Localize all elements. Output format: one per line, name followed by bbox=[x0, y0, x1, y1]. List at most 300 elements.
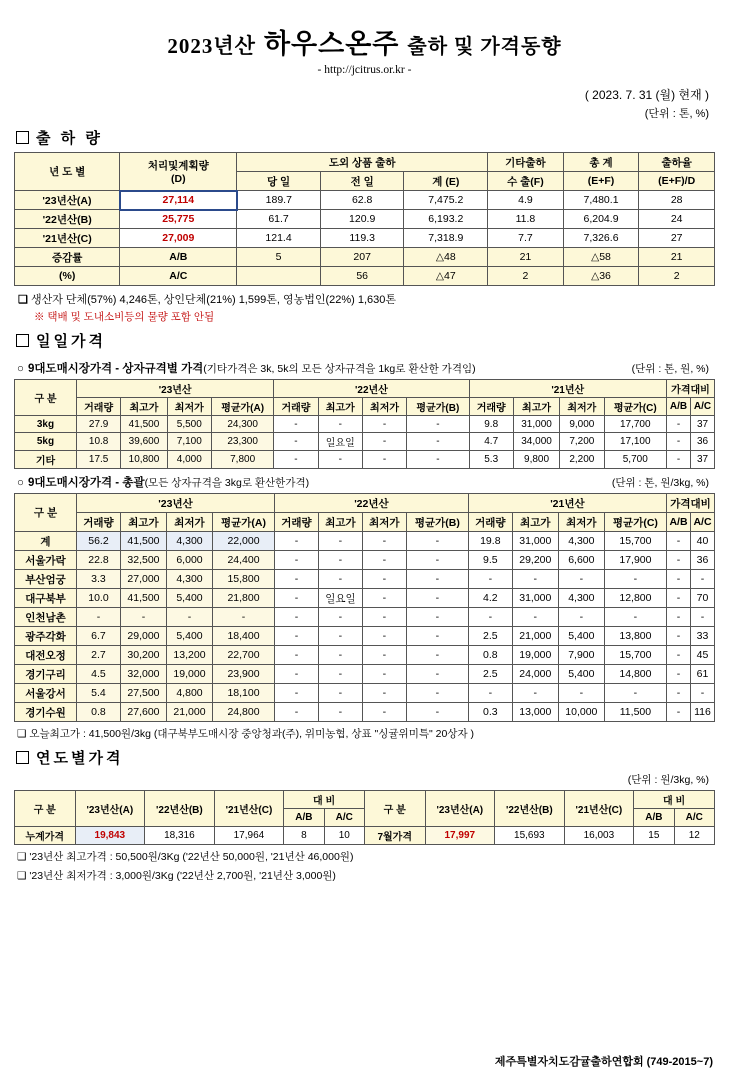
cell-plan: 25,775 bbox=[120, 210, 237, 229]
cell-low-23: 21,000 bbox=[166, 703, 212, 722]
cell-vol-22: - bbox=[275, 532, 319, 551]
cell-high-22: - bbox=[318, 665, 362, 684]
col-gubun-1: 구 분 bbox=[15, 791, 76, 827]
cell-high-22: - bbox=[318, 703, 362, 722]
cell-vol-22: - bbox=[275, 551, 319, 570]
cell-high-21: 9,800 bbox=[513, 451, 559, 469]
col-group-y23: '23년산 bbox=[77, 494, 275, 513]
row-label: 대구북부 bbox=[15, 589, 77, 608]
row-label-july: 7월가격 bbox=[364, 827, 425, 845]
section-heading-shipment bbox=[16, 127, 715, 148]
unit-label-1: (단위 : 톤, %) bbox=[644, 108, 709, 120]
cell-low-21: 2,200 bbox=[560, 451, 604, 469]
row-label: '22년산(B) bbox=[15, 210, 120, 229]
cell-vol-22: - bbox=[275, 646, 319, 665]
cell-avg-23: 15,800 bbox=[213, 570, 275, 589]
cell-ac: - bbox=[691, 570, 715, 589]
cell-low-23: 4,800 bbox=[166, 684, 212, 703]
title-main: 하우스온주 bbox=[263, 29, 400, 59]
col-avg-22: 평균가(B) bbox=[407, 398, 469, 416]
cell-vol-22: - bbox=[274, 416, 318, 433]
cell-ac: 33 bbox=[691, 627, 715, 646]
cell-today: 121.4 bbox=[237, 229, 321, 248]
row-label: 경기수원 bbox=[15, 703, 77, 722]
subheading-paren: (모든 상자규격을 3kg로 환산한가격) bbox=[144, 477, 310, 489]
cell-total: 2 bbox=[639, 267, 715, 286]
cell-export: 7.7 bbox=[488, 229, 564, 248]
col-high-21: 최고가 bbox=[513, 398, 559, 416]
cell-vol-22: - bbox=[275, 665, 319, 684]
cell-avg-23: 21,800 bbox=[213, 589, 275, 608]
section2-title: 일일가격 bbox=[36, 333, 106, 350]
cell-avg-21: 5,700 bbox=[604, 451, 667, 469]
col-high-22: 최고가 bbox=[318, 398, 362, 416]
cell-high-21: 19,000 bbox=[512, 646, 558, 665]
row-label: '21년산(C) bbox=[15, 229, 120, 248]
cell-yesterday: △47 bbox=[404, 267, 488, 286]
cell-avg-21: - bbox=[604, 608, 666, 627]
cell-y22: 18,316 bbox=[145, 827, 215, 845]
cell-high-23: 10,800 bbox=[121, 451, 167, 469]
row-label-cumulative: 누계가격 bbox=[15, 827, 76, 845]
cell-avg-21: 14,800 bbox=[604, 665, 666, 684]
cell-y23: 19,843 bbox=[75, 827, 145, 845]
cell-low-22: - bbox=[362, 570, 406, 589]
cell-ac: 70 bbox=[691, 589, 715, 608]
col-vol-23: 거래량 bbox=[77, 513, 121, 532]
cell-high-21: 24,000 bbox=[512, 665, 558, 684]
cell-high-23: 29,000 bbox=[120, 627, 166, 646]
cell-low-22: - bbox=[362, 451, 406, 469]
footer-organization: 제주특별자치도감귤출하연합회 (749-2015~7) bbox=[494, 1056, 713, 1068]
cell-low-22: - bbox=[362, 627, 406, 646]
cell-high-21: 21,000 bbox=[512, 627, 558, 646]
table-row bbox=[15, 627, 715, 646]
cell-avg-23: 18,400 bbox=[213, 627, 275, 646]
cell-low-23: 4,300 bbox=[166, 532, 212, 551]
subheading-paren: (기타가격은 3k, 5k의 모든 상자규격을 1kg로 환산한 가격임) bbox=[203, 363, 476, 375]
cell-ac: 37 bbox=[691, 416, 715, 433]
shipment-note-2: ※ 택배 및 도내소비등의 물량 포함 안됨 bbox=[34, 311, 215, 323]
cell-high-23: 41,500 bbox=[120, 532, 166, 551]
col-gubun: 구 분 bbox=[15, 494, 77, 532]
cell-low-22: - bbox=[362, 589, 406, 608]
cell-avg-22: - bbox=[406, 646, 468, 665]
col-group-y21: '21년산 bbox=[468, 494, 666, 513]
cell-vol-23: 27.9 bbox=[77, 416, 121, 433]
table-row bbox=[15, 191, 715, 210]
col-high-23: 최고가 bbox=[121, 398, 167, 416]
col-low-23: 최저가 bbox=[166, 513, 212, 532]
cell-ab: - bbox=[667, 684, 691, 703]
cell-low-22: - bbox=[362, 433, 406, 451]
cell-high-21: 13,000 bbox=[512, 703, 558, 722]
cell-low-21: 7,200 bbox=[560, 433, 604, 451]
cell-sum: 7,318.9 bbox=[404, 229, 488, 248]
cell-ab2: 15 bbox=[634, 827, 674, 845]
cell-high-21: - bbox=[512, 684, 558, 703]
table-row bbox=[15, 570, 715, 589]
col-group-cmp: 가격대비 bbox=[667, 380, 715, 398]
cell-total: 7,326.6 bbox=[563, 229, 639, 248]
col-rate-2: (E+F)/D bbox=[639, 172, 715, 191]
cell-avg-22: - bbox=[407, 451, 469, 469]
cell-avg-23: 7,800 bbox=[211, 451, 273, 469]
cell-low-23: 4,300 bbox=[166, 570, 212, 589]
cell-w23: 17,997 bbox=[425, 827, 495, 845]
unit-label-2: (단위 : 톤, 원, %) bbox=[631, 363, 709, 375]
cell-low-21: 9,000 bbox=[560, 416, 604, 433]
cell-avg-21: 11,500 bbox=[604, 703, 666, 722]
cell-ac: 36 bbox=[691, 551, 715, 570]
col-total-2: (E+F) bbox=[563, 172, 639, 191]
cell-ac: 36 bbox=[691, 433, 715, 451]
col-high-21: 최고가 bbox=[512, 513, 558, 532]
table-row bbox=[15, 248, 715, 267]
cell-high-22: - bbox=[318, 551, 362, 570]
cell-low-21: 10,000 bbox=[558, 703, 604, 722]
cell-high-21: 31,000 bbox=[512, 589, 558, 608]
unit-label-3: (단위 : 톤, 원/3kg, %) bbox=[611, 477, 709, 489]
cell-vol-21: 9.8 bbox=[469, 416, 513, 433]
col-avg-23: 평균가(A) bbox=[213, 513, 275, 532]
cell-ab: - bbox=[667, 551, 691, 570]
cell-avg-21: 17,700 bbox=[604, 416, 667, 433]
cell-export: △58 bbox=[563, 248, 639, 267]
cell-avg-21: 15,700 bbox=[604, 532, 666, 551]
col-sum: 계 (E) bbox=[404, 172, 488, 191]
col-ab-1: A/B bbox=[284, 809, 324, 827]
cell-w21: 16,003 bbox=[564, 827, 634, 845]
circle-bullet-icon: ○ bbox=[17, 363, 24, 375]
cell-total: 6,204.9 bbox=[563, 210, 639, 229]
row-label: 부산엄궁 bbox=[15, 570, 77, 589]
cell-low-22: - bbox=[362, 665, 406, 684]
cell-high-23: - bbox=[120, 608, 166, 627]
col-group-y22: '22년산 bbox=[275, 494, 469, 513]
col-ab: A/B bbox=[667, 398, 691, 416]
square-bullet-icon bbox=[16, 334, 29, 347]
col-group-y22: '22년산 bbox=[274, 380, 469, 398]
subheading-text: 9대도매시장가격 - 상자규격별 가격 bbox=[27, 363, 204, 375]
cell-low-21: - bbox=[558, 608, 604, 627]
cell-ab: - bbox=[667, 608, 691, 627]
cell-high-22: - bbox=[318, 451, 362, 469]
cell-ab: - bbox=[667, 665, 691, 684]
row-label: 경기구리 bbox=[15, 665, 77, 684]
cell-vol-23: 22.8 bbox=[77, 551, 121, 570]
cell-avg-22: - bbox=[406, 703, 468, 722]
cell-vol-21: 5.3 bbox=[469, 451, 513, 469]
table-row bbox=[15, 433, 715, 451]
cell-ab: - bbox=[667, 416, 691, 433]
cell-high-21: - bbox=[512, 608, 558, 627]
cell-ac: 61 bbox=[691, 665, 715, 684]
cell-low-23: 5,400 bbox=[166, 589, 212, 608]
col-y22-2: '22년산(B) bbox=[495, 791, 565, 827]
row-label: '23년산(A) bbox=[15, 191, 120, 210]
table-row bbox=[15, 684, 715, 703]
cell-vol-23: 10.0 bbox=[77, 589, 121, 608]
cell-ac: - bbox=[691, 608, 715, 627]
col-gubun: 구 분 bbox=[15, 380, 77, 416]
size-price-table bbox=[14, 379, 715, 469]
col-group-y23: '23년산 bbox=[77, 380, 274, 398]
cell-vol-21: 4.7 bbox=[469, 433, 513, 451]
col-plan-l2: (D) bbox=[171, 172, 186, 185]
cell-high-23: 30,200 bbox=[120, 646, 166, 665]
cell-avg-21: 12,800 bbox=[604, 589, 666, 608]
cell-vol-23: - bbox=[77, 608, 121, 627]
cell-vol-21: 2.5 bbox=[468, 627, 512, 646]
cell-vol-22: - bbox=[275, 703, 319, 722]
col-avg-21: 평균가(C) bbox=[604, 513, 666, 532]
cell-ac2: 12 bbox=[674, 827, 714, 845]
cell-total: 7,480.1 bbox=[563, 191, 639, 210]
cell-low-21: - bbox=[558, 684, 604, 703]
cell-high-22: 일요일 bbox=[318, 589, 362, 608]
cell-ac: 45 bbox=[691, 646, 715, 665]
cell-sum: 7,475.2 bbox=[404, 191, 488, 210]
cell-avg-21: - bbox=[604, 570, 666, 589]
row-label: 광주각화 bbox=[15, 627, 77, 646]
cell-ab: - bbox=[667, 451, 691, 469]
subheading-size-price bbox=[17, 360, 476, 376]
table-row bbox=[15, 229, 715, 248]
cell-avg-22: - bbox=[406, 627, 468, 646]
col-year: 년 도 별 bbox=[15, 153, 120, 191]
cell-high-22: - bbox=[318, 684, 362, 703]
cell-sum: 6,193.2 bbox=[404, 210, 488, 229]
cell-avg-23: 23,300 bbox=[211, 433, 273, 451]
cell-ac: 116 bbox=[691, 703, 715, 722]
table-row bbox=[15, 608, 715, 627]
cell-low-23: 5,500 bbox=[167, 416, 211, 433]
table-row bbox=[15, 703, 715, 722]
col-plan bbox=[120, 153, 237, 191]
cell-low-23: - bbox=[166, 608, 212, 627]
cell-low-21: 5,400 bbox=[558, 627, 604, 646]
col-vol-21: 거래량 bbox=[469, 398, 513, 416]
cell-high-23: 32,500 bbox=[120, 551, 166, 570]
cell-total: 21 bbox=[639, 248, 715, 267]
cell-low-23: 5,400 bbox=[166, 627, 212, 646]
section-heading-daily-price bbox=[16, 330, 715, 351]
report-date: ( 2023. 7. 31 (월) 현재 ) bbox=[584, 88, 709, 102]
section1-title: 출 하 량 bbox=[36, 130, 103, 147]
row-label: 서울가락 bbox=[15, 551, 77, 570]
unit-label-4: (단위 : 원/3kg, %) bbox=[627, 774, 709, 786]
cell-low-22: - bbox=[362, 646, 406, 665]
cell-avg-23: 22,700 bbox=[213, 646, 275, 665]
cell-today: 56 bbox=[320, 267, 404, 286]
table-row bbox=[15, 416, 715, 433]
table-row bbox=[15, 665, 715, 684]
cell-vol-23: 10.8 bbox=[77, 433, 121, 451]
note-text: 오늘최고가 : 41,500원/3kg (대구북부도매시장 중앙청과(주), 위미농협, 상표 "싱귤위미특" 20상자 ) bbox=[29, 728, 475, 740]
col-plan-l1: 처리및계획량 bbox=[147, 159, 209, 172]
col-y22-1: '22년산(B) bbox=[145, 791, 215, 827]
note-bullet-icon: ❑ bbox=[17, 851, 27, 863]
cell-yesterday: 120.9 bbox=[320, 210, 404, 229]
note-bullet-icon: ❑ bbox=[18, 294, 28, 306]
yearly-price-table bbox=[14, 790, 715, 845]
cell-sum: 2 bbox=[488, 267, 564, 286]
cell-ab: - bbox=[667, 589, 691, 608]
cell-low-22: - bbox=[362, 416, 406, 433]
col-rate-1: 출하율 bbox=[639, 153, 715, 172]
cell-high-22: - bbox=[318, 646, 362, 665]
cell-vol-23: 2.7 bbox=[77, 646, 121, 665]
col-daebi-2: 대 비 bbox=[634, 791, 715, 809]
cell-avg-23: 22,000 bbox=[213, 532, 275, 551]
col-ab: A/B bbox=[667, 513, 691, 532]
cell-vol-21: 4.2 bbox=[468, 589, 512, 608]
col-total-1: 총 계 bbox=[563, 153, 639, 172]
cell-low-21: 4,300 bbox=[558, 589, 604, 608]
cell-low-23: 19,000 bbox=[166, 665, 212, 684]
cell-rate: 28 bbox=[639, 191, 715, 210]
cell-rate: 24 bbox=[639, 210, 715, 229]
square-bullet-icon bbox=[16, 131, 29, 144]
section3-title: 연도별가격 bbox=[36, 750, 124, 767]
cell-high-23: 27,600 bbox=[120, 703, 166, 722]
row-label: 기타 bbox=[15, 451, 77, 469]
cell-high-22: - bbox=[318, 416, 362, 433]
cell-high-23: 27,500 bbox=[120, 684, 166, 703]
col-low-21: 최저가 bbox=[558, 513, 604, 532]
table-row bbox=[15, 210, 715, 229]
cell-today: 207 bbox=[320, 248, 404, 267]
overall-price-table bbox=[14, 493, 715, 722]
cell-vol-21: - bbox=[468, 684, 512, 703]
cell-low-22: - bbox=[362, 532, 406, 551]
table-row bbox=[15, 451, 715, 469]
col-group-cmp: 가격대비 bbox=[667, 494, 715, 513]
col-group-y21: '21년산 bbox=[469, 380, 666, 398]
cell-vol-23: 17.5 bbox=[77, 451, 121, 469]
cell-high-21: - bbox=[512, 570, 558, 589]
diff-label-1: 증감률 bbox=[15, 248, 120, 267]
cell-vol-21: - bbox=[468, 608, 512, 627]
cell-today: 189.7 bbox=[237, 191, 321, 210]
cell-low-22: - bbox=[362, 608, 406, 627]
cell-avg-22: - bbox=[406, 608, 468, 627]
cell-avg-22: - bbox=[406, 589, 468, 608]
cell-high-23: 27,000 bbox=[120, 570, 166, 589]
cell-vol-23: 4.5 bbox=[77, 665, 121, 684]
cell-vol-23: 6.7 bbox=[77, 627, 121, 646]
shipment-table bbox=[14, 152, 715, 286]
col-yesterday: 전 일 bbox=[320, 172, 404, 191]
cell-low-22: - bbox=[362, 703, 406, 722]
cell-low-21: 5,400 bbox=[558, 665, 604, 684]
cell-low-21: 7,900 bbox=[558, 646, 604, 665]
diff-ratio-label: A/C bbox=[120, 267, 237, 286]
col-low-21: 최저가 bbox=[560, 398, 604, 416]
col-y21-1: '21년산(C) bbox=[214, 791, 284, 827]
cell-low-23: 4,000 bbox=[167, 451, 211, 469]
cell-w22: 15,693 bbox=[495, 827, 565, 845]
cell-avg-21: 17,900 bbox=[604, 551, 666, 570]
col-gubun-2: 구 분 bbox=[364, 791, 425, 827]
col-high-23: 최고가 bbox=[120, 513, 166, 532]
cell-high-23: 41,500 bbox=[121, 416, 167, 433]
cell-high-22: - bbox=[318, 608, 362, 627]
note-bullet-icon: ❑ bbox=[17, 728, 27, 740]
cell-vol-22: - bbox=[274, 451, 318, 469]
col-low-23: 최저가 bbox=[167, 398, 211, 416]
cell-vol-23: 5.4 bbox=[77, 684, 121, 703]
cell-high-23: 32,000 bbox=[120, 665, 166, 684]
table-row bbox=[15, 551, 715, 570]
row-label: 3kg bbox=[15, 416, 77, 433]
cell-vol-21: 0.8 bbox=[468, 646, 512, 665]
col-low-22: 최저가 bbox=[362, 513, 406, 532]
note-text: '23년산 최저가격 : 3,000원/3Kg ('22년산 2,700원, '21년산 3,000원) bbox=[29, 870, 336, 882]
row-label: 계 bbox=[15, 532, 77, 551]
cell-low-21: 4,300 bbox=[558, 532, 604, 551]
daily-price-note bbox=[17, 726, 715, 741]
col-avg-21: 평균가(C) bbox=[604, 398, 667, 416]
cell-avg-22: - bbox=[407, 433, 469, 451]
square-bullet-icon bbox=[16, 751, 29, 764]
cell-avg-21: 13,800 bbox=[604, 627, 666, 646]
cell-high-22: 일요일 bbox=[318, 433, 362, 451]
cell-avg-23: 24,800 bbox=[213, 703, 275, 722]
col-ac-2: A/C bbox=[674, 809, 714, 827]
diff-ratio-label: A/B bbox=[120, 248, 237, 267]
cell-avg-21: 15,700 bbox=[604, 646, 666, 665]
row-label: 인천남촌 bbox=[15, 608, 77, 627]
cell-ab: - bbox=[667, 532, 691, 551]
site-url: - http://jcitrus.or.kr - bbox=[317, 64, 412, 76]
col-y23-2: '23년산(A) bbox=[425, 791, 495, 827]
cell-ab: - bbox=[667, 627, 691, 646]
cell-export: 4.9 bbox=[488, 191, 564, 210]
cell-sum: 21 bbox=[488, 248, 564, 267]
col-vol-22: 거래량 bbox=[274, 398, 318, 416]
cell-ac: - bbox=[691, 684, 715, 703]
cell-avg-22: - bbox=[406, 570, 468, 589]
cell-low-23: 13,200 bbox=[166, 646, 212, 665]
cell-plan bbox=[237, 267, 321, 286]
note-text: '23년산 최고가격 : 50,500원/3Kg ('22년산 50,000원, '21년산 46,000원) bbox=[29, 851, 354, 863]
cell-avg-22: - bbox=[406, 532, 468, 551]
cell-avg-23: 24,400 bbox=[213, 551, 275, 570]
cell-vol-22: - bbox=[275, 627, 319, 646]
cell-high-23: 41,500 bbox=[120, 589, 166, 608]
cell-avg-23: - bbox=[213, 608, 275, 627]
cell-ab: - bbox=[667, 433, 691, 451]
cell-avg-21: - bbox=[604, 684, 666, 703]
col-vol-23: 거래량 bbox=[77, 398, 121, 416]
page-title bbox=[14, 22, 715, 61]
col-vol-21: 거래량 bbox=[468, 513, 512, 532]
cell-low-22: - bbox=[362, 551, 406, 570]
col-export: 수 출(F) bbox=[488, 172, 564, 191]
diff-label-2: (%) bbox=[15, 267, 120, 286]
cell-low-22: - bbox=[362, 684, 406, 703]
cell-ab: - bbox=[667, 703, 691, 722]
col-high-22: 최고가 bbox=[318, 513, 362, 532]
cell-today: 61.7 bbox=[237, 210, 321, 229]
row-label: 서울강서 bbox=[15, 684, 77, 703]
table-row bbox=[15, 827, 715, 845]
table-row bbox=[15, 532, 715, 551]
table-row bbox=[15, 267, 715, 286]
col-group-do: 도외 상품 출하 bbox=[237, 153, 488, 172]
